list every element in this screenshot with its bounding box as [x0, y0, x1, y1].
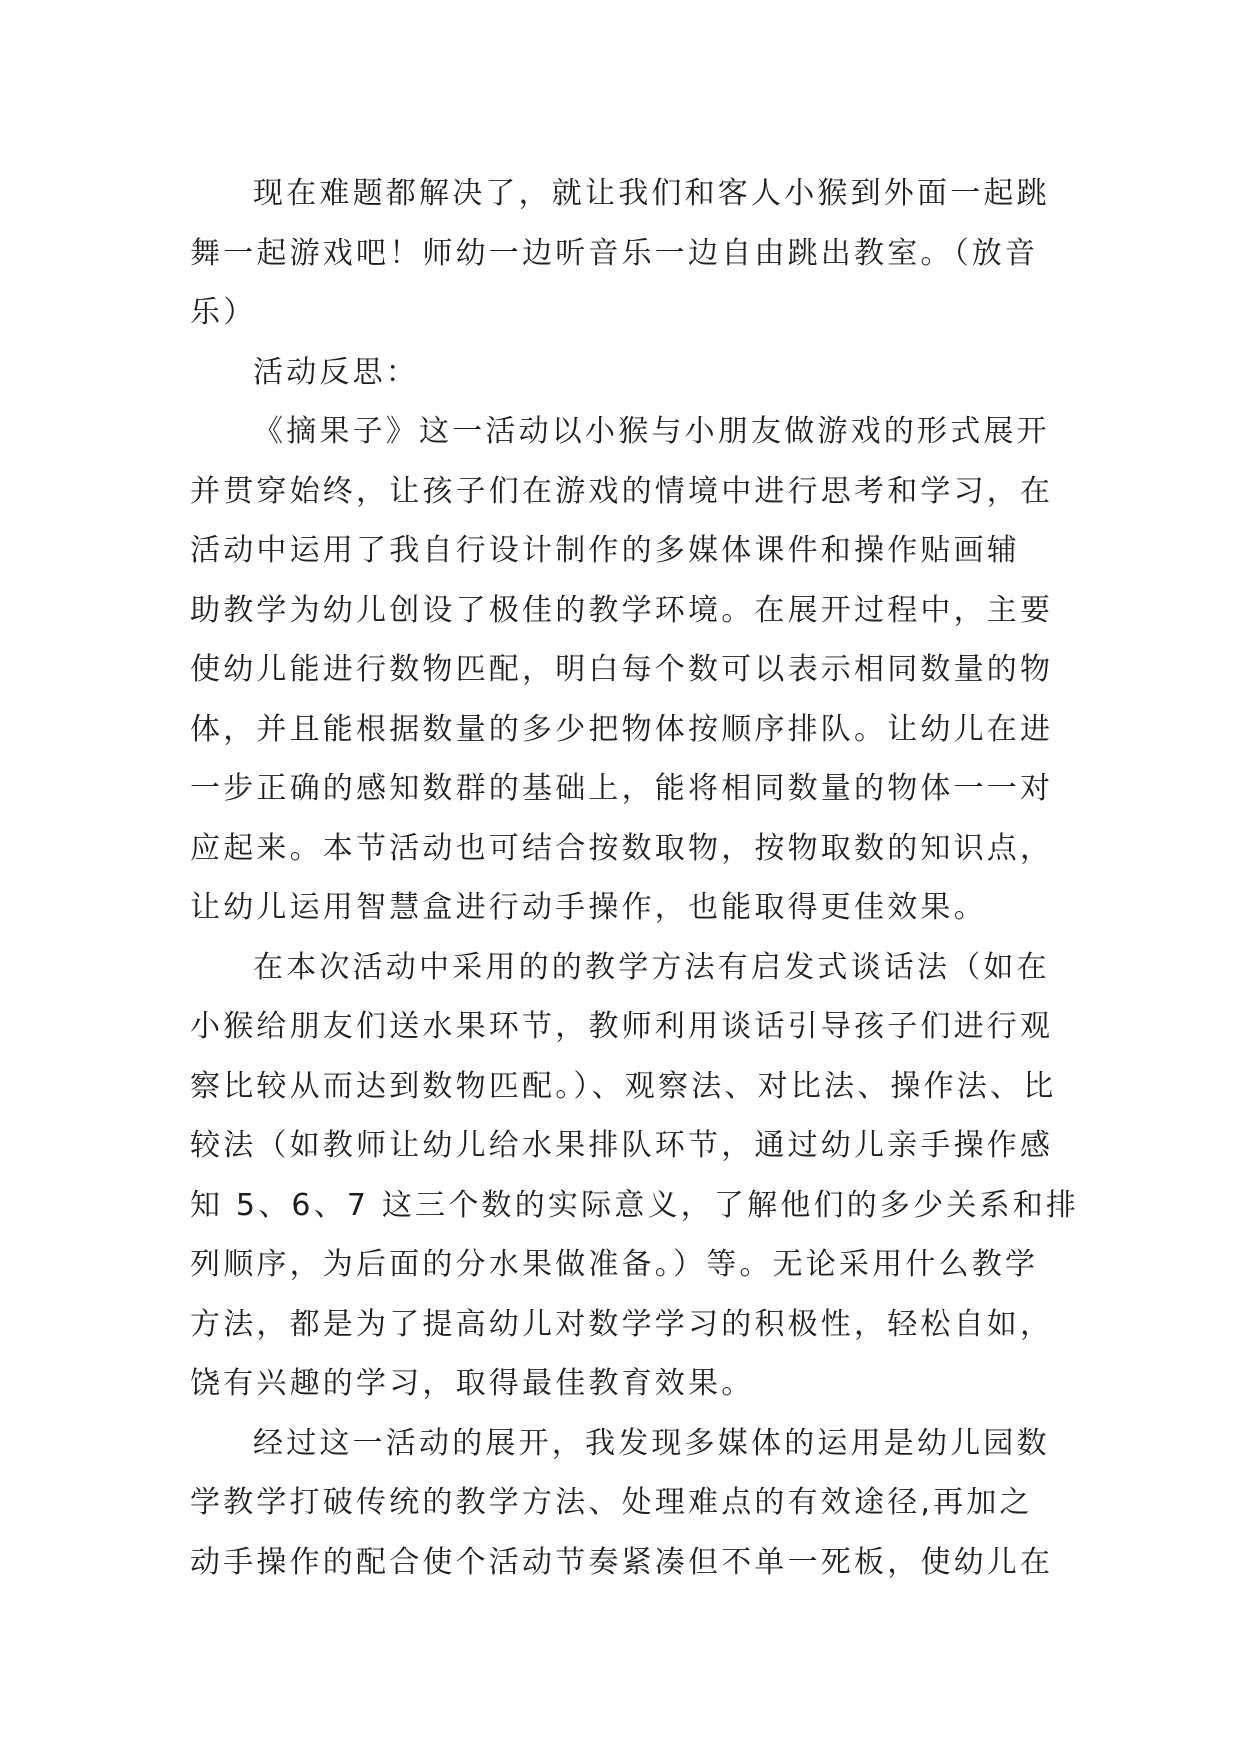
text-line: 察比较从而达到数物匹配。）、观察法、对比法、操作法、比: [190, 1068, 1057, 1104]
paragraph-2-heading: [190, 343, 1052, 403]
paragraph-5: [190, 1414, 1052, 1593]
text-line: 让幼儿运用智慧盒进行动手操作，也能取得更佳效果。: [190, 890, 987, 925]
text-line: 经过这一活动的展开，我发现多媒体的运用是幼儿园数: [253, 1425, 1050, 1461]
text-line: 学教学打破传统的教学方法、处理难点的有效途径,再加之: [190, 1485, 1033, 1520]
text-line: 在本次活动中采用的的教学方法有启发式谈话法（如在: [253, 949, 1050, 985]
text-line: 活动中运用了我自行设计制作的多媒体课件和操作贴画辅: [190, 533, 1020, 568]
section-heading: 活动反思：: [253, 354, 419, 390]
text-line: 饶有兴趣的学习，取得最佳教育效果。: [190, 1366, 755, 1401]
paragraph-3: [190, 402, 1052, 938]
text-line: 一步正确的感知数群的基础上，能将相同数量的物体一一对: [190, 771, 1054, 806]
text-line: 舞一起游戏吧！师幼一边听音乐一边自由跳出教室。（放音: [190, 235, 1039, 271]
text-line: 方法，都是为了提高幼儿对数学学习的积极性，轻松自如，: [190, 1306, 1054, 1342]
document-body: [190, 164, 1080, 1592]
text-line: 乐）: [190, 295, 257, 330]
text-line: 较法（如教师让幼儿给水果排队环节，通过幼儿亲手操作感: [190, 1128, 1054, 1163]
text-line: 并贯穿始终，让孩子们在游戏的情境中进行思考和学习，在: [190, 473, 1054, 509]
text-line: 《摘果子》这一活动以小猴与小朋友做游戏的形式展开: [253, 414, 1050, 449]
text-line: 小猴给朋友们送水果环节，教师利用谈话引导孩子们进行观: [190, 1009, 1054, 1044]
paragraph-1: [190, 164, 1052, 343]
text-line: 助教学为幼儿创设了极佳的教学环境。在展开过程中，主要: [190, 592, 1054, 628]
text-line: 体，并且能根据数量的多少把物体按顺序排队。让幼儿在进: [190, 711, 1054, 747]
text-line: 知 5、6、7 这三个数的实际意义，了解他们的多少关系和排: [190, 1187, 1080, 1223]
text-line: 使幼儿能进行数物匹配，明白每个数可以表示相同数量的物: [190, 652, 1054, 687]
text-line: 列顺序，为后面的分水果做准备。）等。无论采用什么教学: [190, 1247, 1039, 1282]
paragraph-4: [190, 938, 1080, 1414]
text-line: 动手操作的配合使个活动节奏紧凑但不单一死板，使幼儿在: [190, 1544, 1054, 1580]
text-line: 现在难题都解决了，就让我们和客人小猴到外面一起跳: [253, 176, 1050, 211]
text-line: 应起来。本节活动也可结合按数取物，按物取数的知识点，: [190, 830, 1054, 866]
